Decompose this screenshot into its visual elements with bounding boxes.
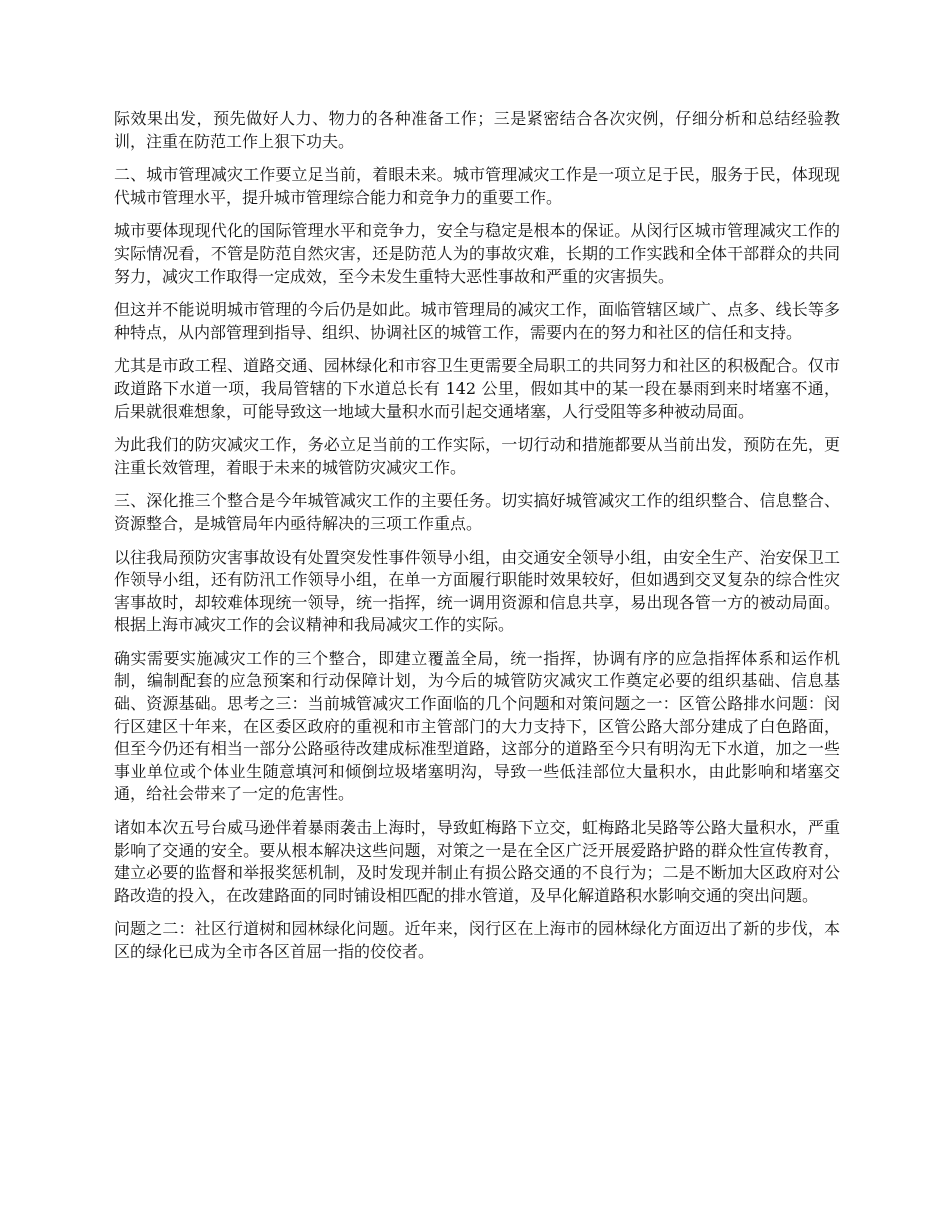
- paragraph-7: 三、深化推三个整合是今年城管减灾工作的主要任务。切实搞好城管减灾工作的组织整合、信息整合、资源整合，是城管局年内亟待解决的三项工作重点。: [114, 491, 840, 533]
- paragraph-8: 以往我局预防灾害事故设有处置突发性事件领导小组，由交通安全领导小组，由安全生产、治安保卫工作领导小组，还有防汛工作领导小组，在单一方面履行职能时效果较好，但如遇到交叉复杂的综合性灾害事故时，却较难体现统一领导，统一指挥，统一调用资源和信息共享，易出现各管一方的被动局面。根据上海市减灾工作的会议精神和我局减灾工作的实际。: [114, 547, 840, 635]
- paragraph-10: 诸如本次五号台威马逊伴着暴雨袭击上海时，导致虹梅路下立交，虹梅路北吴路等公路大量积水，严重影响了交通的安全。要从根本解决这些问题，对策之一是在全区广泛开展爱路护路的群众性宣传教育，建立必要的监督和举报奖惩机制，及时发现并制止有损公路交通的不良行为；二是不断加大区政府对公路改造的投入，在改建路面的同时铺设相匹配的排水管道，及早化解道路积水影响交通的突出问题。: [114, 818, 840, 905]
- paragraph-6: 为此我们的防灾减灾工作，务必立足当前的工作实际，一切行动和措施都要从当前出发，预防在先，更注重长效管理，着眼于未来的城管防灾减灾工作。: [114, 435, 840, 477]
- paragraph-11: 问题之二：社区行道树和园林绿化问题。近年来，闵行区在上海市的园林绿化方面迈出了新的步伐，本区的绿化已成为全市各区首屈一指的佼佼者。: [114, 919, 840, 961]
- document-body: [114, 108, 840, 975]
- paragraph-2: 二、城市管理减灾工作要立足当前，着眼未来。城市管理减灾工作是一项立足于民，服务于民，体现现代城市管理水平，提升城市管理综合能力和竞争力的重要工作。: [114, 165, 840, 207]
- paragraph-5: 尤其是市政工程、道路交通、园林绿化和市容卫生更需要全局职工的共同努力和社区的积极配合。仅市政道路下水道一项，我局管辖的下水道总长有 142 公里，假如其中的某一段在暴雨到来时堵塞不通，后果就很难想象，可能导致这一地域大量积水而引起交通堵塞，人行受阻等多种被动局面。: [114, 356, 840, 421]
- paragraph-1: 际效果出发，预先做好人力、物力的各种准备工作；三是紧密结合各次灾例，仔细分析和总结经验教训，注重在防范工作上狠下功夫。: [114, 109, 840, 151]
- paragraph-4: 但这并不能说明城市管理的今后仍是如此。城市管理局的减灾工作，面临管辖区域广、点多、线长等多种特点，从内部管理到指导、组织、协调社区的城管工作，需要内在的努力和社区的信任和支持。: [114, 300, 840, 342]
- paragraph-3: 城市要体现现代化的国际管理水平和竞争力，安全与稳定是根本的保证。从闵行区城市管理减灾工作的实际情况看，不管是防范自然灾害，还是防范人为的事故灾难，长期的工作实践和全体干部群众的共同努力，减灾工作取得一定成效，至今未发生重特大恶性事故和严重的灾害损失。: [114, 221, 840, 286]
- paragraph-9: 确实需要实施减灾工作的三个整合，即建立覆盖全局，统一指挥，协调有序的应急指挥体系和运作机制，编制配套的应急预案和行动保障计划，为今后的城管防灾减灾工作奠定必要的组织基础、信息基础、资源基础。思考之三：当前城管减灾工作面临的几个问题和对策问题之一：区管公路排水问题：闵行区建区十年来，在区委区政府的重视和市主管部门的大力支持下，区管公路大部分建成了白色路面，但至今仍还有相当一部分公路亟待改建成标准型道路，这部分的道路至今只有明沟无下水道，加之一些事业单位或个体业生随意填河和倾倒垃圾堵塞明沟，导致一些低洼部位大量积水，由此影响和堵塞交通，给社会带来了一定的危害性。: [114, 648, 840, 804]
